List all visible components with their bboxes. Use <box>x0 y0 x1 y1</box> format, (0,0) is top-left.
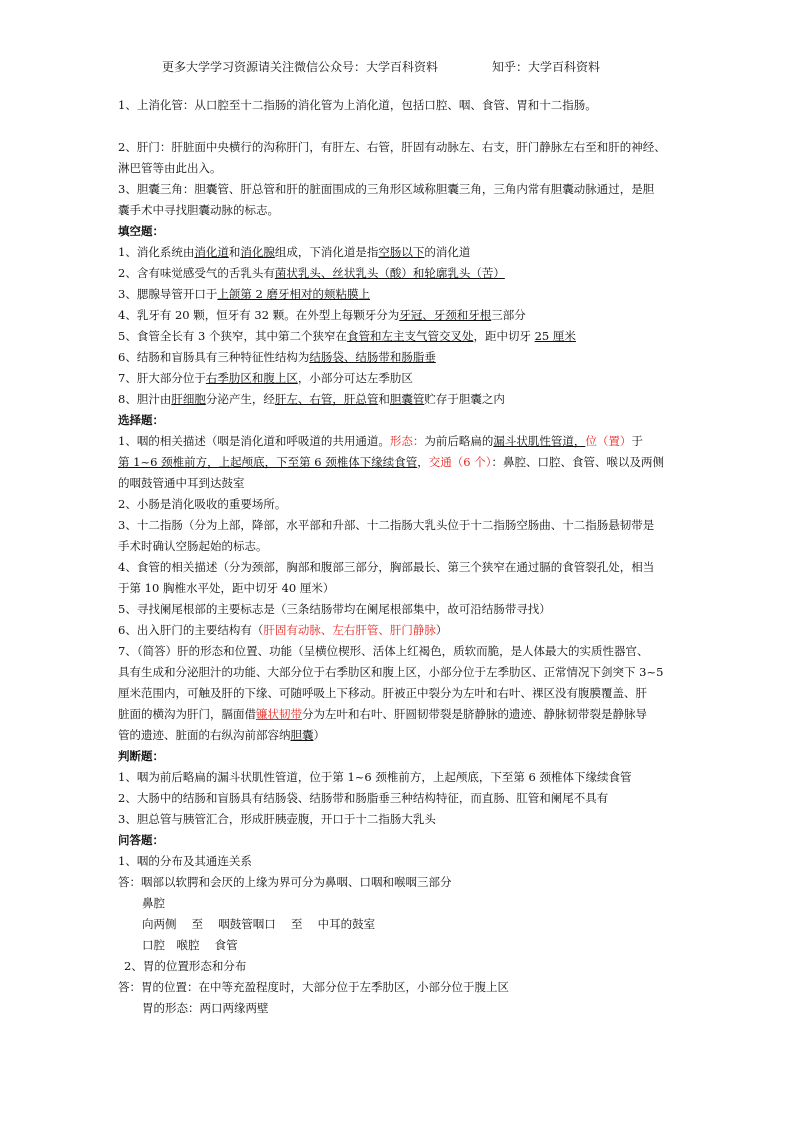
text: ，小部分可达左季肋区 <box>297 371 413 385</box>
answer: 结肠袋、结肠带和肠脂垂 <box>309 350 436 364</box>
text: 2、含有味觉感受气的舌乳头有 <box>118 266 275 280</box>
choice-3-line-1: 3、十二指肠（分为上部，降部，水平部和升部、十二指肠大乳头位于十二指肠空肠曲、十二指肠悬韧带是 <box>118 518 655 532</box>
answer: 食管和左主支气管交叉处 <box>346 329 474 343</box>
qa-heading: 问答题： <box>118 833 164 847</box>
text: 脏面的横沟为肝门，膈面借 <box>118 707 256 721</box>
text: 5、食管全长有 3 个狭窄，其中第二个狭窄在 <box>118 329 347 343</box>
text: 4、乳牙有 20 颗，恒牙有 32 颗。在外型上每颗牙分为 <box>118 308 400 322</box>
fill-item-5 <box>118 326 678 347</box>
judge-heading: 判断题： <box>118 749 164 763</box>
text: 贮存于胆囊之内 <box>424 392 505 406</box>
term-1: 1、上消化管：从口腔至十二指肠的消化管为上消化道，包括口腔、咽、食管、胃和十二指肠。 <box>118 98 597 112</box>
question-1: 1、咽的分布及其通连关系 <box>118 854 252 868</box>
text: 6、出入肝门的主要结构有（ <box>118 623 264 637</box>
term-2-line-1: 2、肝门：肝脏面中央横行的沟称肝门，有肝左、右管，肝固有动脉左、右支，肝门静脉左右至和肝的神经、 <box>118 140 666 154</box>
text: ） <box>313 728 325 742</box>
text: 和 <box>378 392 390 406</box>
highlight: 形态： <box>389 434 425 448</box>
text: 分泌产生，经 <box>205 392 275 406</box>
text: 3、腮腺导管开口于 <box>118 287 218 301</box>
choice-7-line-2: 具有生成和分泌胆汁的功能、大部分位于右季肋区和腹上区，小部分位于左季肋区、正常情况下剑突下 3~5 <box>118 665 664 679</box>
answer: 上颌第 2 磨牙相对的颊粘膜上 <box>217 287 370 301</box>
answer: 漏斗状肌性管道， <box>493 434 586 448</box>
text: 7、肝大部分位于 <box>118 371 206 385</box>
answer-1-row-2: 向两侧 至 咽鼓管咽口 至 中耳的鼓室 <box>142 917 376 931</box>
choice-7-line-5 <box>118 725 678 746</box>
text: 管的遗迹、脏面的右纵沟前部容纳 <box>118 728 291 742</box>
blank-line <box>118 116 678 137</box>
answer: 牙冠、牙颈和牙根 <box>399 308 492 322</box>
text: 8、胆汁由 <box>118 392 172 406</box>
fill-item-1 <box>118 242 678 263</box>
fill-item-7 <box>118 368 678 389</box>
term-3-line-2: 囊手术中寻找胆囊动脉的标志。 <box>118 203 279 217</box>
answer: 肝左、右管，肝总管 <box>274 392 379 406</box>
text: ：鼻腔、口腔、食管、喉以及两侧 <box>491 455 664 469</box>
text: 的消化道 <box>424 245 471 259</box>
highlight: 镰状韧带 <box>256 707 302 721</box>
answer: 消化腺 <box>240 245 275 259</box>
fill-item-6 <box>118 347 678 368</box>
text: ） <box>435 623 448 637</box>
text: 组成，下消化道是指 <box>274 245 379 259</box>
choice-4-line-1: 4、食管的相关描述（分为颈部，胸部和腹部三部分，胸部最长、第三个狭窄在通过膈的食管裂孔处，相当 <box>118 560 655 574</box>
answer: 肝细胞 <box>171 392 206 406</box>
text: ，距中切牙 <box>473 329 535 343</box>
fill-item-2 <box>118 263 678 284</box>
highlight: 交通（6 个） <box>428 455 492 469</box>
fill-item-4 <box>118 305 678 326</box>
text: 和 <box>228 245 241 259</box>
choice-1-line-2 <box>118 452 678 473</box>
term-3-line-1: 3、胆囊三角：胆囊管、肝总管和肝的脏面围成的三角形区域称胆囊三角，三角内常有胆囊动脉通过，是胆 <box>118 182 655 196</box>
text: 为前后略扁的 <box>424 434 494 448</box>
highlight: 位（置） <box>585 434 632 448</box>
page-header <box>0 58 793 76</box>
question-2: 2、胃的位置形态和分布 <box>124 959 247 973</box>
choice-heading: 选择题： <box>118 413 164 427</box>
choice-3-line-2: 手术时确认空肠起始的标志。 <box>118 539 268 553</box>
answer: 25 厘米 <box>534 329 576 343</box>
choice-1-line-3: 的咽鼓管通中耳到达鼓室 <box>118 476 245 490</box>
header-zhihu-note: 知乎：大学百科资料 <box>492 60 601 74</box>
text: ， <box>417 455 429 469</box>
term-2-line-2: 淋巴管等由此出入。 <box>118 161 222 175</box>
answer: 第 1~6 颈椎前方，上起颅底，下至第 6 颈椎体下缘续食管 <box>118 455 418 469</box>
answer: 右季肋区和腹上区 <box>205 371 298 385</box>
choice-5: 5、寻找阑尾根部的主要标志是（三条结肠带均在阑尾根部集中，故可沿结肠带寻找） <box>118 602 551 616</box>
text: 6、结肠和盲肠具有三种特征性结构为 <box>118 350 310 364</box>
choice-7-line-4 <box>118 704 678 725</box>
highlight: 肝固有动脉、左右肝管、肝门静脉 <box>263 623 436 637</box>
answer-2: 答：胃的位置：在中等充盈程度时，大部分位于左季肋区，小部分位于腹上区 <box>118 980 509 994</box>
judge-2: 2、大肠中的结肠和盲肠具有结肠袋、结肠带和肠脂垂三种结构特征，而直肠、肛管和阑尾不具有 <box>118 791 609 805</box>
answer: 消化道 <box>194 245 229 259</box>
judge-1: 1、咽为前后略扁的漏斗状肌性管道，位于第 1~6 颈椎前方，上起颅底，下至第 6 颈椎体下缘续食管 <box>118 770 632 784</box>
answer-1: 答：咽部以软腭和会厌的上缘为界可分为鼻咽、口咽和喉咽三部分 <box>118 875 452 889</box>
answer: 菌状乳头、丝状乳头（酸）和轮廓乳头（苦） <box>274 266 505 280</box>
fill-item-8 <box>118 389 678 410</box>
judge-3: 3、胆总管与胰管汇合，形成肝胰壶腹，开口于十二指肠大乳头 <box>118 812 436 826</box>
answer: 空肠以下 <box>378 245 425 259</box>
document-body <box>118 95 678 1019</box>
answer-1-row-3: 口腔 喉腔 食管 <box>142 938 238 952</box>
choice-4-line-2: 于第 10 胸椎水平处，距中切牙 40 厘米） <box>118 581 335 595</box>
text: 于 <box>631 434 643 448</box>
answer: 胆囊 <box>290 728 314 742</box>
fill-heading: 填空题： <box>118 224 164 238</box>
text: 1、咽的相关描述（咽是消化道和呼吸道的共用通道。 <box>118 434 390 448</box>
answer-1-row-1: 鼻腔 <box>142 896 165 910</box>
fill-item-3 <box>118 284 678 305</box>
choice-6 <box>118 620 678 641</box>
choice-1-line-1 <box>118 431 678 452</box>
choice-7-line-1: 7、（简答）肝的形态和位置、功能（呈横位楔形、活体上红褐色，质软而脆，是人体最大的实质性器官、 <box>118 644 649 658</box>
header-wechat-note: 更多大学学习资源请关注微信公众号：大学百科资料 <box>162 60 439 74</box>
choice-7-line-3: 厘米范围内，可触及肝的下缘、可随呼吸上下移动。肝被正中裂分为左叶和右叶、裸区没有腹膜覆盖、肝 <box>118 686 647 700</box>
text: 分为左叶和右叶、肝圆韧带裂是脐静脉的遗迹、静脉韧带裂是静脉导 <box>302 707 647 721</box>
text: 1、消化系统由 <box>118 245 195 259</box>
choice-2: 2、小肠是消化吸收的重要场所。 <box>118 497 287 511</box>
text: 三部分 <box>491 308 526 322</box>
answer-2-row-1: 胃的形态：两口两缘两壁 <box>142 1001 269 1015</box>
answer: 胆囊管 <box>389 392 425 406</box>
